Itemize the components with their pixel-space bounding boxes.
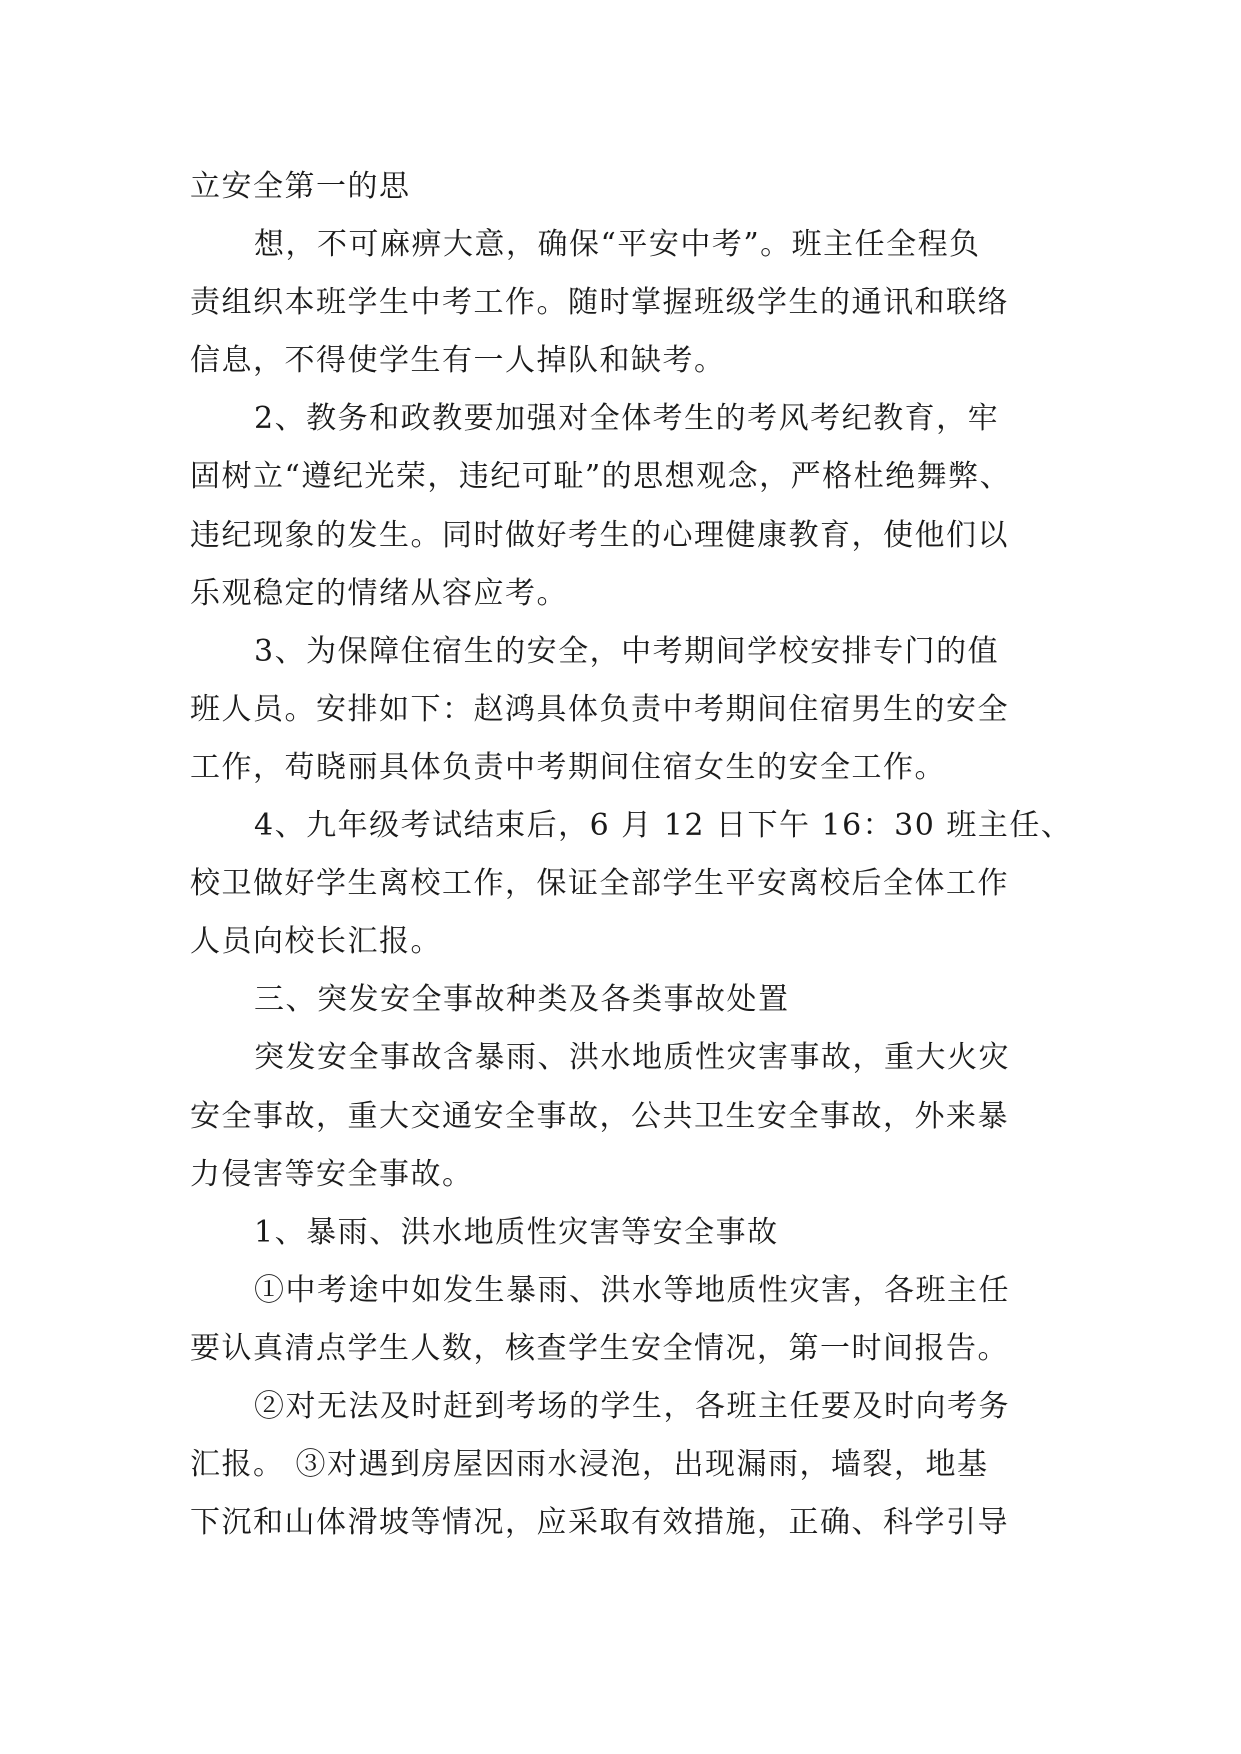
text-line: 班人员。安排如下：赵鸿具体负责中考期间住宿男生的安全 bbox=[190, 691, 1009, 727]
text-line: 人员向校长汇报。 bbox=[190, 924, 442, 960]
text-line: 2、教务和政教要加强对全体考生的考风考纪教育，牢 bbox=[254, 401, 1000, 437]
text-line: 汇报。 ③对遇到房屋因雨水浸泡，出现漏雨，墙裂，地基 bbox=[190, 1447, 989, 1483]
text-line: 校卫做好学生离校工作，保证全部学生平安离校后全体工作 bbox=[190, 866, 1009, 902]
text-line: 乐观稳定的情绪从容应考。 bbox=[190, 575, 568, 611]
text-line: 信息，不得使学生有一人掉队和缺考。 bbox=[190, 343, 726, 379]
text-line: 4、九年级考试结束后，6 月 12 日下午 16：30 班主任、 bbox=[254, 808, 1073, 844]
text-line: 违纪现象的发生。同时做好考生的心理健康教育，使他们以 bbox=[190, 517, 1009, 553]
subsection-heading: 1、暴雨、洪水地质性灾害等安全事故 bbox=[254, 1214, 779, 1250]
text-line: 责组织本班学生中考工作。随时掌握班级学生的通讯和联络 bbox=[190, 285, 1009, 321]
document-body bbox=[190, 158, 1073, 1552]
text-line: 固树立“遵纪光荣，违纪可耻”的思想观念，严格杜绝舞弊、 bbox=[190, 459, 1012, 495]
text-line: 要认真清点学生人数，核查学生安全情况，第一时间报告。 bbox=[190, 1330, 1009, 1366]
text-line: 立安全第一的思 bbox=[190, 169, 411, 204]
text-line: 3、为保障住宿生的安全，中考期间学校安排专门的值 bbox=[254, 633, 1000, 669]
text-line: 突发安全事故含暴雨、洪水地质性灾害事故，重大火灾 bbox=[254, 1040, 1010, 1076]
text-line: 想，不可麻痹大意，确保“平安中考”。班主任全程负 bbox=[254, 227, 981, 263]
text-line: 安全事故，重大交通安全事故，公共卫生安全事故，外来暴 bbox=[190, 1098, 1009, 1134]
text-line: 力侵害等安全事故。 bbox=[190, 1156, 474, 1192]
text-line: 下沉和山体滑坡等情况，应采取有效措施，正确、科学引导 bbox=[190, 1505, 1009, 1541]
text-line: ①中考途中如发生暴雨、洪水等地质性灾害，各班主任 bbox=[254, 1272, 1010, 1308]
text-line: 工作，苟晓丽具体负责中考期间住宿女生的安全工作。 bbox=[190, 749, 946, 785]
section-heading: 三、突发安全事故种类及各类事故处置 bbox=[254, 982, 790, 1018]
text-line: ②对无法及时赶到考场的学生，各班主任要及时向考务 bbox=[254, 1388, 1010, 1424]
